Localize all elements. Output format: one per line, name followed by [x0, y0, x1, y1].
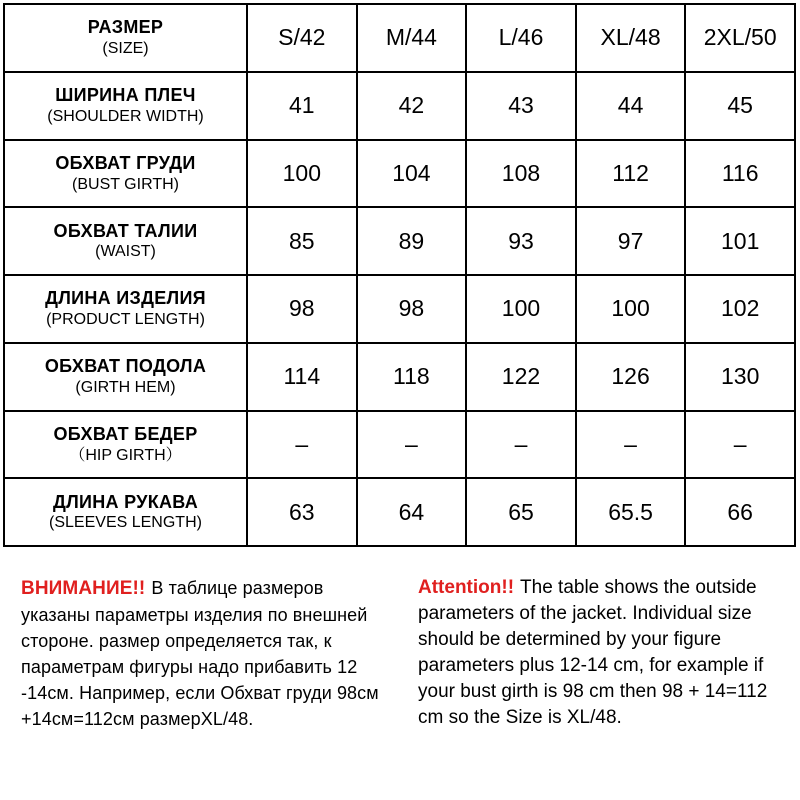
- size-header-s: S/42: [247, 4, 357, 72]
- value-cell: 44: [576, 72, 686, 140]
- header-row: [4, 4, 795, 72]
- table-row: [4, 140, 795, 208]
- table-row: [4, 478, 795, 546]
- row-label: [4, 478, 247, 546]
- label-en: （HIP GIRTH）: [69, 446, 182, 464]
- size-header-label: [4, 4, 247, 72]
- attention-label-ru: ВНИМАНИЕ!!: [21, 578, 146, 599]
- value-cell: 100: [466, 275, 576, 343]
- value-cell: 98: [357, 275, 467, 343]
- value-cell: –: [357, 411, 467, 479]
- value-cell: 100: [247, 140, 357, 208]
- note-russian: [21, 575, 391, 732]
- row-label: [4, 275, 247, 343]
- label-ru: ДЛИНА РУКАВА: [52, 491, 199, 512]
- value-cell: 98: [247, 275, 357, 343]
- value-cell: 89: [357, 207, 467, 275]
- size-header-2xl: 2XL/50: [685, 4, 795, 72]
- label-en: (SHOULDER WIDTH): [47, 107, 204, 125]
- note-english: [418, 575, 788, 731]
- value-cell: 114: [247, 343, 357, 411]
- value-cell: 42: [357, 72, 467, 140]
- label-en: (WAIST): [95, 243, 156, 261]
- value-cell: 126: [576, 343, 686, 411]
- attention-label-en: Attention!!: [418, 577, 515, 598]
- value-cell: 66: [685, 478, 795, 546]
- label-ru: ОБХВАТ ТАЛИИ: [53, 220, 198, 241]
- value-cell: 100: [576, 275, 686, 343]
- label-en: (SIZE): [102, 40, 149, 58]
- value-cell: –: [466, 411, 576, 479]
- value-cell: 104: [357, 140, 467, 208]
- value-cell: 64: [357, 478, 467, 546]
- row-label: [4, 411, 247, 479]
- value-cell: 93: [466, 207, 576, 275]
- size-chart-table: [3, 3, 796, 547]
- size-header-m: M/44: [357, 4, 467, 72]
- value-cell: 116: [685, 140, 795, 208]
- value-cell: 108: [466, 140, 576, 208]
- value-cell: 118: [357, 343, 467, 411]
- value-cell: 65.5: [576, 478, 686, 546]
- row-label: [4, 140, 247, 208]
- value-cell: 112: [576, 140, 686, 208]
- value-cell: 45: [685, 72, 795, 140]
- value-cell: 63: [247, 478, 357, 546]
- row-label: [4, 343, 247, 411]
- label-ru: ШИРИНА ПЛЕЧ: [55, 85, 196, 106]
- row-label: [4, 207, 247, 275]
- value-cell: 101: [685, 207, 795, 275]
- label-en: (BUST GIRTH): [72, 175, 179, 193]
- table-row: [4, 207, 795, 275]
- value-cell: 65: [466, 478, 576, 546]
- label-en: (GIRTH HEM): [75, 378, 176, 396]
- label-ru: ОБХВАТ ГРУДИ: [55, 152, 196, 173]
- label-en: (PRODUCT LENGTH): [46, 311, 205, 329]
- table-row: [4, 343, 795, 411]
- value-cell: 43: [466, 72, 576, 140]
- value-cell: 102: [685, 275, 795, 343]
- label-ru: РАЗМЕР: [87, 17, 164, 38]
- value-cell: 41: [247, 72, 357, 140]
- label-ru: ОБХВАТ ПОДОЛА: [44, 356, 207, 377]
- value-cell: 85: [247, 207, 357, 275]
- value-cell: 122: [466, 343, 576, 411]
- value-cell: 97: [576, 207, 686, 275]
- label-ru: ОБХВАТ БЕДЕР: [53, 423, 198, 444]
- table-row: [4, 411, 795, 479]
- note-text-ru: В таблице размеров указаны параметры изделия по внешней стороне. размер определяется так, к параметрам фигуры надо прибавить 12 -14см. Например, если Обхват груди 98см +14см=112см размерXL/48.: [21, 578, 379, 729]
- note-text-en: The table shows the outside parameters of the jacket. Individual size should be determined by your figure parameters plus 12-14 cm, for example if your bust girth is 98 cm then 98 + 14=112 cm so the Size is XL/48.: [418, 577, 768, 728]
- size-header-l: L/46: [466, 4, 576, 72]
- label-ru: ДЛИНА ИЗДЕЛИЯ: [45, 288, 206, 309]
- row-label: [4, 72, 247, 140]
- table-row: [4, 72, 795, 140]
- table-row: [4, 275, 795, 343]
- value-cell: –: [576, 411, 686, 479]
- notes-section: [0, 575, 800, 800]
- value-cell: –: [247, 411, 357, 479]
- size-header-xl: XL/48: [576, 4, 686, 72]
- label-en: (SLEEVES LENGTH): [49, 514, 202, 532]
- value-cell: 130: [685, 343, 795, 411]
- value-cell: –: [685, 411, 795, 479]
